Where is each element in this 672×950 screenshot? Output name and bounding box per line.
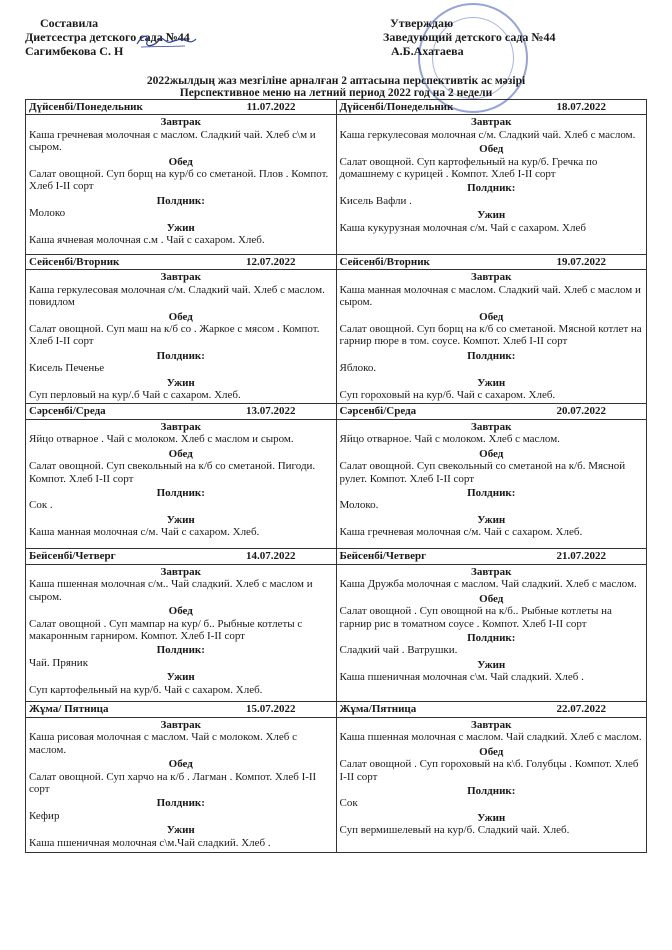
approved-name: А.Б.Ахатаева — [391, 44, 464, 58]
menu-row — [26, 255, 647, 404]
meal-dishes-breakfast: Яйцо отварное. Чай с молоком. Хлеб с маслом. — [339, 433, 560, 446]
meal-dishes-dinner: Каша гречневая молочная с/м. Чай с сахаром. Хлеб. — [339, 526, 583, 539]
meal-dishes-lunch: Салат овощной. Суп маш на к/б со . Жаркое с мясом . Компот. Хлеб I-II сорт — [29, 323, 320, 348]
day-header — [26, 404, 336, 419]
day-header — [26, 100, 336, 115]
meal-label-lunch: Обед — [479, 592, 504, 605]
meal-label-snack: Полдник: — [467, 349, 516, 362]
meal-dishes-snack: Яблоко. — [339, 362, 377, 375]
meal-dishes-dinner: Каша пшеничная молочная с\м. Чай сладкий. Хлеб . — [339, 671, 584, 684]
day-name: Жұма/Пятница — [339, 703, 417, 716]
meal-label-lunch: Обед — [168, 758, 193, 771]
day-header — [337, 549, 647, 564]
meal-label-breakfast: Завтрак — [160, 116, 201, 129]
meal-dishes-lunch: Салат овощной. Суп борщ на кур/б со сметаной. Плов . Компот. Хлеб I-II сорт — [29, 168, 329, 193]
meal-label-lunch: Обед — [479, 143, 504, 156]
meal-dishes-snack: Сок . — [29, 499, 53, 512]
meal-dishes-lunch: Салат овощной . Суп мампар на кур/ б.. Рыбные котлеты с макаронным гарниром. Компот. Хлеб I-II сорт — [29, 617, 303, 642]
day-date: 19.07.2022 — [556, 256, 606, 268]
meal-label-dinner: Ужин — [477, 209, 506, 222]
day-cell — [336, 404, 647, 549]
meal-dishes-lunch: Салат овощной . Суп овощной на к/б.. Рыбные котлеты на гарнир рис в томатном соусе . Компот. Хлеб I-II сорт — [339, 605, 612, 630]
day-date: 13.07.2022 — [246, 405, 296, 418]
day-cell — [26, 100, 337, 255]
meal-label-lunch: Обед — [168, 447, 193, 460]
meal-label-dinner: Ужин — [477, 811, 506, 824]
meal-label-snack: Полдник: — [156, 194, 205, 207]
meal-label-breakfast: Завтрак — [160, 420, 201, 433]
meal-label-lunch: Обед — [479, 447, 504, 460]
meal-dishes-breakfast: Каша геркулесовая молочная с/м. Сладкий чай. Хлеб с маслом. — [339, 128, 636, 141]
meal-dishes-dinner: Каша манная молочная с/м. Чай с сахаром. Хлеб. — [29, 526, 260, 539]
meal-dishes-dinner: Суп перловый на кур/.б Чай с сахаром. Хлеб. — [29, 389, 241, 402]
meal-label-snack: Полдник: — [467, 182, 516, 195]
day-cell — [336, 702, 647, 853]
day-cell — [26, 404, 337, 549]
meal-dishes-breakfast: Каша геркулесовая молочная с/м. Сладкий чай. Хлеб с маслом. повидлом — [29, 283, 325, 309]
meal-label-breakfast: Завтрак — [471, 420, 512, 433]
menu-title-kz: 2022жылдың жаз мезгіліне арналған 2 аптасына перспективтік ас мәзірі — [146, 75, 526, 87]
day-cell — [336, 549, 647, 702]
meal-label-snack: Полдник: — [156, 486, 205, 499]
meal-label-dinner: Ужин — [166, 671, 195, 684]
day-name: Бейсенбі/Четверг — [29, 550, 116, 563]
meal-label-snack: Полдник: — [156, 797, 205, 810]
meal-dishes-dinner: Суп гороховый на кур/б. Чай с сахаром. Хлеб. — [339, 389, 556, 402]
meal-dishes-dinner: Каша пшеничная молочная с\м.Чай сладкий. Хлеб . — [29, 836, 271, 849]
day-header — [26, 702, 336, 717]
approved-title: Утверждаю — [390, 16, 454, 30]
meal-dishes-breakfast: Каша рисовая молочная с маслом. Чай с молоком. Хлеб с маслом. — [29, 731, 298, 756]
menu-row — [26, 702, 647, 853]
day-date: 22.07.2022 — [556, 703, 606, 716]
meal-label-breakfast: Завтрак — [471, 565, 512, 578]
meal-label-snack: Полдник: — [467, 784, 516, 797]
day-date: 15.07.2022 — [246, 703, 296, 716]
day-header — [26, 255, 336, 270]
day-name: Бейсенбі/Четверг — [339, 550, 427, 563]
meal-label-snack: Полдник: — [467, 631, 516, 644]
menu-row — [26, 549, 647, 702]
meal-label-lunch: Обед — [168, 310, 193, 323]
meal-dishes-dinner: Суп вермишелевый на кур/б. Сладкий чай. Хлеб. — [339, 824, 570, 837]
day-name: Сейсенбі/Вторник — [29, 256, 120, 268]
day-cell — [26, 255, 337, 404]
menu-table — [25, 99, 647, 853]
meal-dishes-breakfast: Каша гречневая молочная с маслом. Сладкий чай. Хлеб с\м и сыром. — [29, 128, 316, 154]
meal-dishes-breakfast: Каша пшенная молочная с/м.. Чай сладкий. Хлеб с маслом и сыром. — [29, 578, 313, 603]
meal-label-snack: Полдник: — [467, 486, 516, 499]
day-cell — [26, 549, 337, 702]
meal-dishes-lunch: Салат овощной. Суп картофельный на кур/б. Гречка по домашнему с курицей . Компот. Хлеб I-II сорт — [339, 155, 598, 181]
meal-dishes-breakfast: Каша пшенная молочная с маслом. Чай сладкий. Хлеб с маслом. — [339, 731, 642, 744]
day-header — [337, 255, 647, 270]
day-cell — [336, 100, 647, 255]
day-date: 18.07.2022 — [556, 101, 606, 113]
meal-label-breakfast: Завтрак — [160, 718, 201, 731]
meal-dishes-snack: Молоко — [29, 207, 66, 220]
compiled-by-name: Сагимбекова С. Н — [25, 44, 124, 58]
day-name: Жұма/ Пятница — [29, 703, 109, 716]
meal-label-dinner: Ужин — [477, 376, 506, 389]
meal-dishes-breakfast: Каша манная молочная с маслом. Сладкий чай. Хлеб с маслом и сыром. — [339, 283, 641, 309]
meal-label-lunch: Обед — [479, 310, 504, 323]
meal-label-lunch: Обед — [168, 605, 193, 618]
meal-label-snack: Полдник: — [156, 349, 205, 362]
meal-dishes-breakfast: Каша Дружба молочная с маслом. Чай сладкий. Хлеб с маслом. — [339, 578, 637, 591]
day-date: 12.07.2022 — [246, 256, 296, 268]
meal-dishes-snack: Молоко. — [339, 499, 379, 512]
day-cell — [336, 255, 647, 404]
day-name: Сәрсенбі/Среда — [29, 405, 106, 418]
meal-label-dinner: Ужин — [477, 513, 506, 526]
day-header — [337, 404, 647, 419]
meal-label-snack: Полдник: — [156, 644, 205, 657]
meal-dishes-snack: Кефир — [29, 809, 60, 822]
approved-position: Заведующий детского сада №44 — [383, 30, 556, 44]
day-date: 11.07.2022 — [246, 101, 296, 113]
meal-dishes-snack: Чай. Пряник — [29, 656, 89, 669]
meal-dishes-snack: Сладкий чай . Ватрушки. — [339, 644, 458, 657]
meal-dishes-lunch: Салат овощной . Суп гороховый на к\б. Голубцы . Компот. Хлеб I-II сорт — [339, 758, 639, 783]
meal-dishes-lunch: Салат овощной. Суп свекольный со сметаной на к/б. Мясной рулет. Компот. Хлеб I-II сорт — [339, 460, 626, 485]
meal-label-dinner: Ужин — [166, 221, 195, 234]
compiled-by-position: Диетсестра детского сада №44 — [25, 30, 190, 44]
meal-dishes-dinner: Каша ячневая молочная с.м . Чай с сахаром. Хлеб. — [29, 234, 265, 247]
meal-label-dinner: Ужин — [166, 824, 195, 837]
meal-dishes-lunch: Салат овощной. Суп свекольный на к/б со сметаной. Пигоди. Компот. Хлеб I-II сорт — [29, 460, 316, 485]
meal-dishes-lunch: Салат овощной. Суп борщ на к/б со сметаной. Мясной котлет на гарнир пюре в том. соусе. Компот. Хлеб I-II сорт — [339, 323, 642, 348]
day-name: Сейсенбі/Вторник — [339, 256, 430, 268]
day-header — [337, 100, 647, 115]
meal-dishes-snack: Сок — [339, 797, 358, 810]
day-name: Дүйсенбі/Понедельник — [29, 101, 143, 113]
meal-label-breakfast: Завтрак — [160, 565, 201, 578]
meal-label-breakfast: Завтрак — [160, 271, 201, 284]
menu-row — [26, 100, 647, 255]
meal-label-breakfast: Завтрак — [471, 718, 512, 731]
day-date: 21.07.2022 — [556, 550, 606, 563]
compiled-by-title: Составила — [40, 16, 99, 30]
menu-row — [26, 404, 647, 549]
meal-label-dinner: Ужин — [477, 658, 506, 671]
day-cell — [26, 702, 337, 853]
meal-dishes-snack: Кисель Вафли . — [339, 194, 412, 207]
signature-graphic — [135, 32, 197, 50]
meal-dishes-lunch: Салат овощной. Суп харчо на к/б . Лагман . Компот. Хлеб I-II сорт — [29, 770, 317, 795]
meal-label-breakfast: Завтрак — [471, 116, 512, 129]
menu-title-ru: Перспективное меню на летний период 2022 год на 2 недели — [179, 87, 493, 99]
meal-dishes-dinner: Каша кукурузная молочная с/м. Чай с сахаром. Хлеб — [339, 221, 586, 234]
meal-label-breakfast: Завтрак — [471, 271, 512, 284]
meal-label-lunch: Обед — [168, 155, 193, 168]
meal-dishes-dinner: Суп картофельный на кур/б. Чай с сахаром. Хлеб. — [29, 683, 263, 696]
day-date: 14.07.2022 — [246, 550, 296, 563]
day-name: Сәрсенбі/Среда — [339, 405, 417, 418]
meal-dishes-snack: Кисель Печенье — [29, 362, 105, 375]
meal-label-dinner: Ужин — [166, 513, 195, 526]
meal-label-dinner: Ужин — [166, 376, 195, 389]
meal-label-lunch: Обед — [479, 745, 504, 758]
day-name: Дүйсенбі/Понедельник — [339, 101, 454, 113]
day-header — [26, 549, 336, 564]
day-header — [337, 702, 647, 717]
meal-dishes-breakfast: Яйцо отварное . Чай с молоком. Хлеб с маслом и сыром. — [29, 433, 294, 446]
day-date: 20.07.2022 — [556, 405, 606, 418]
